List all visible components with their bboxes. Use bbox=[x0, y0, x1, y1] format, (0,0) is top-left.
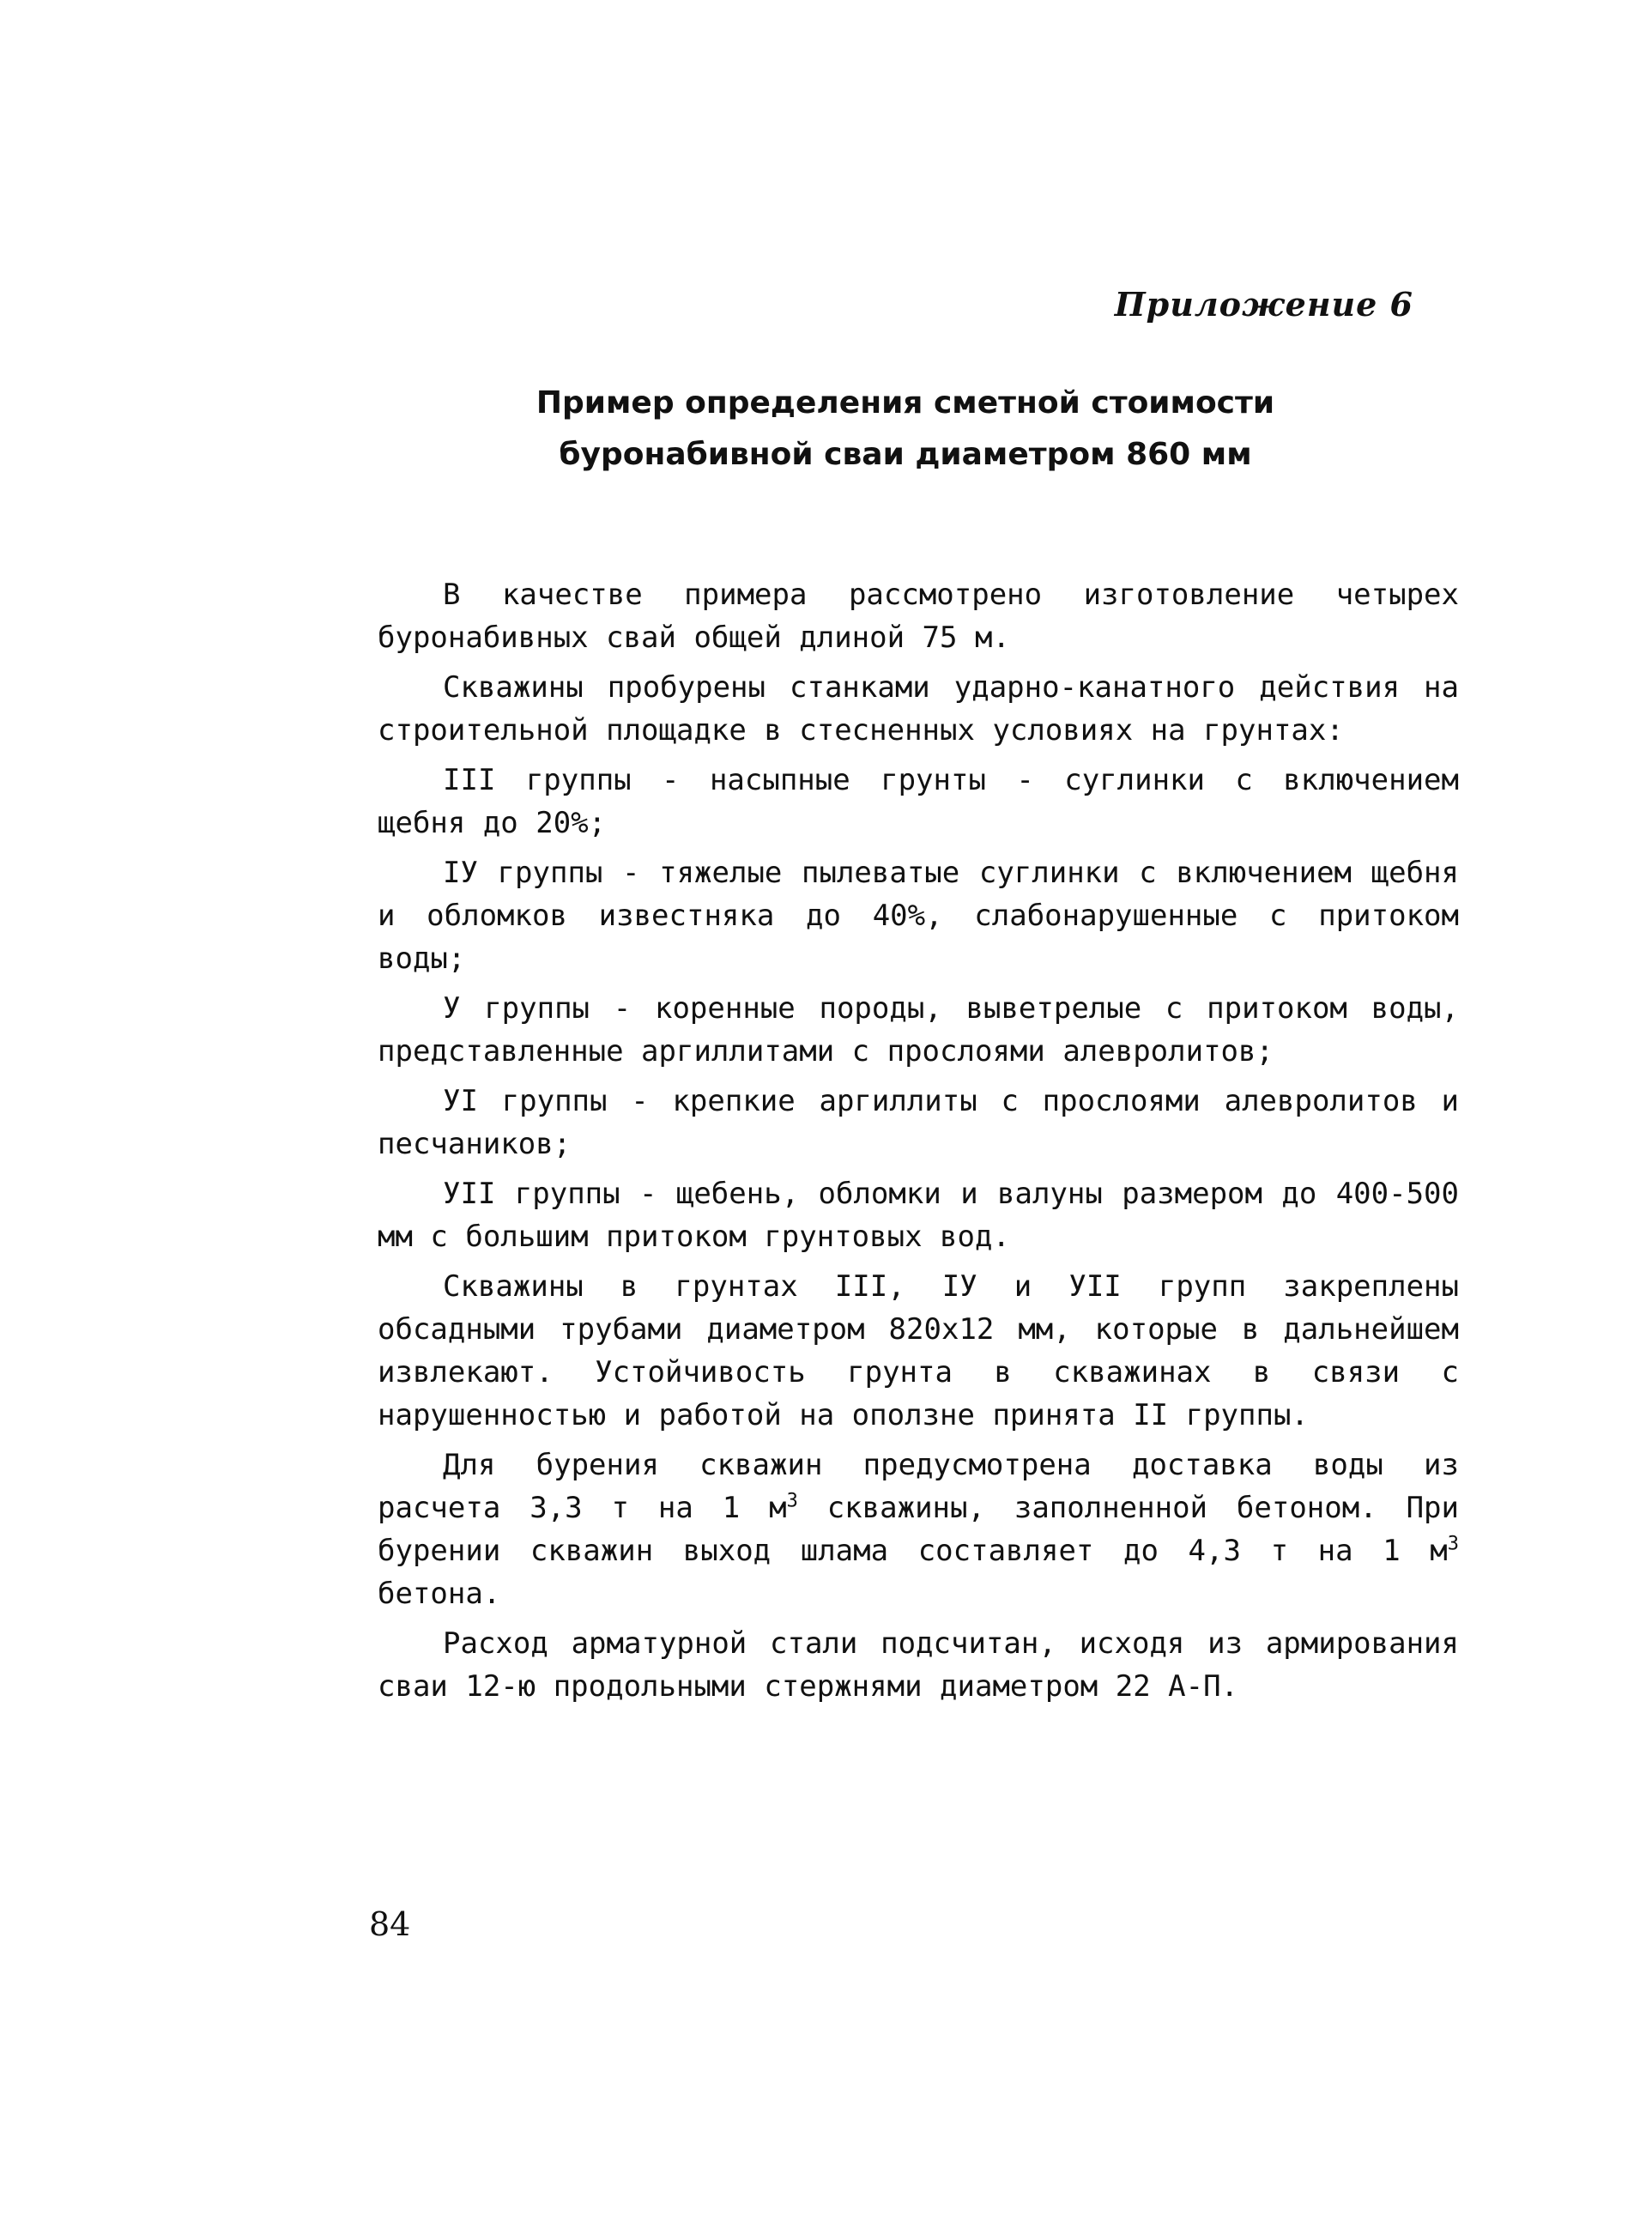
water-text-3: бетона. bbox=[378, 1577, 501, 1611]
paragraph-steel: Расход арматурной стали подсчитан, исходя из армирования сваи 12-ю продольными стержнями диаметром 22 А-П. bbox=[378, 1626, 1459, 1704]
paragraph-group-4: IУ группы - тяжелые пылеватые суглинки с включением щебня и обломков известняка до 40%, слабонарушенные с притоком воды; bbox=[378, 856, 1459, 976]
paragraph-group-7: УII группы - щебень, обломки и валуны размером до 400-500 мм с большим притоком грунтовых вод. bbox=[378, 1177, 1459, 1254]
paragraph-intro: В качестве примера рассмотрено изготовление четырех буронабивных свай общей длиной 75 м. bbox=[378, 578, 1459, 655]
paragraph-water bbox=[378, 1444, 1459, 1615]
document-title bbox=[0, 378, 1652, 481]
paragraph-group-5: У группы - коренные породы, выветрелые с притоком воды, представленные аргиллитами с прослоями алевролитов; bbox=[378, 991, 1459, 1069]
paragraph-group-6: УI группы - крепкие аргиллиты с прослоями алевролитов и песчаников; bbox=[378, 1084, 1459, 1161]
water-text-2: скважины, заполненной бетоном. При бурении скважин выход шлама составляет до 4,3 т на 1 м bbox=[378, 1491, 1459, 1568]
title-line-2: буронабивной сваи диаметром 860 мм bbox=[559, 437, 1252, 472]
document-body bbox=[378, 573, 1459, 1715]
paragraph-group-3: III группы - насыпные грунты - суглинки с включением щебня до 20%; bbox=[378, 763, 1459, 840]
appendix-label: Приложение 6 bbox=[1114, 285, 1413, 324]
water-text-1: Для бурения скважин предусмотрена доставка воды из расчета 3,3 т на 1 м bbox=[378, 1448, 1459, 1525]
paragraph-wells: Скважины пробурены станками ударно-канатного действия на строительной площадке в стесненных условиях на грунтах: bbox=[378, 670, 1459, 748]
paragraph-casing: Скважины в грунтах III, IУ и УII групп закреплены обсадными трубами диаметром 820х12 мм, которые в дальнейшем извлекают. Устойчивость грунта в скважинах в связи с нарушенностью и работой на оползне принята II группы. bbox=[378, 1269, 1459, 1432]
title-line-1: Пример определения сметной стоимости bbox=[536, 385, 1275, 421]
superscript-cubic-2: 3 bbox=[1447, 1533, 1459, 1555]
page-number: 84 bbox=[369, 1905, 411, 1943]
superscript-cubic-1: 3 bbox=[786, 1490, 798, 1512]
